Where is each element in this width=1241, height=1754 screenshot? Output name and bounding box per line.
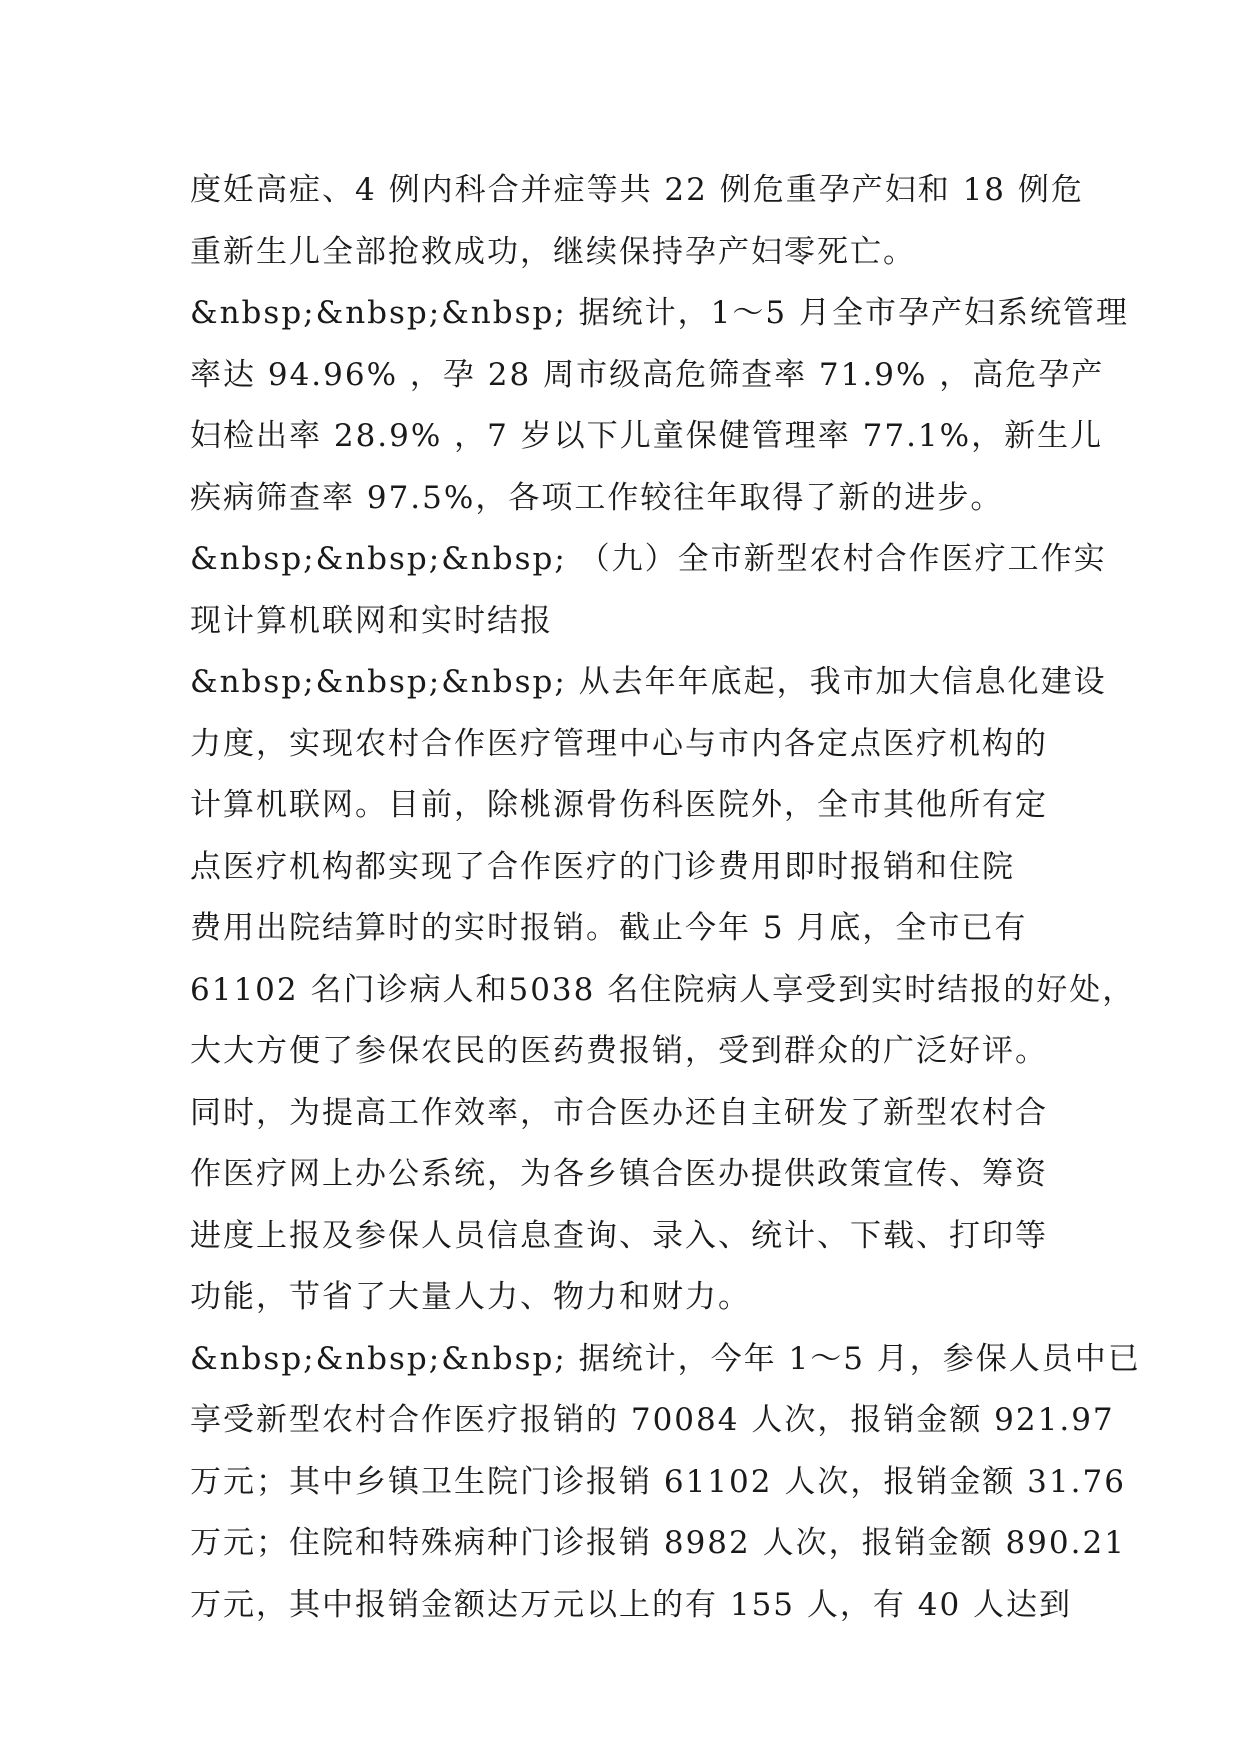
text-line: &nbsp;&nbsp;&nbsp; 据统计，今年 1～5 月，参保人员中已 xyxy=(190,1340,1141,1377)
text-line: 大大方便了参保农民的医药费报销，受到群众的广泛好评。 xyxy=(190,1033,1048,1069)
text-line: 万元；住院和特殊病种门诊报销 8982 人次，报销金额 890.21 xyxy=(190,1525,1126,1561)
text-line: 重新生儿全部抢救成功，继续保持孕产妇零死亡。 xyxy=(190,233,916,270)
text-line: &nbsp;&nbsp;&nbsp; 据统计，1～5 月全市孕产妇系统管理 xyxy=(190,295,1129,331)
text-line: 度妊高症、4 例内科合并症等共 22 例危重孕产妇和 18 例危 xyxy=(190,172,1084,208)
text-line: &nbsp;&nbsp;&nbsp; 从去年年底起，我市加大信息化建设 xyxy=(190,664,1107,700)
text-line: 率达 94.96% ，孕 28 周市级高危筛查率 71.9% ，高危孕产 xyxy=(190,356,1105,393)
body-text xyxy=(190,160,1141,1636)
text-line: &nbsp;&nbsp;&nbsp; （九）全市新型农村合作医疗工作实 xyxy=(190,541,1107,577)
text-line: 现计算机联网和实时结报 xyxy=(190,602,553,639)
text-line: 妇检出率 28.9% ，7 岁以下儿童保健管理率 77.1%，新生儿 xyxy=(190,418,1104,454)
text-line: 享受新型农村合作医疗报销的 70084 人次，报销金额 921.97 xyxy=(190,1402,1115,1438)
text-line: 力度，实现农村合作医疗管理中心与市内各定点医疗机构的 xyxy=(190,725,1048,762)
text-line: 万元，其中报销金额达万元以上的有 155 人，有 40 人达到 xyxy=(190,1586,1073,1623)
text-line: 疾病筛查率 97.5%，各项工作较往年取得了新的进步。 xyxy=(190,479,1004,516)
text-line: 61102 名门诊病人和5038 名住院病人享受到实时结报的好处， xyxy=(190,971,1136,1008)
text-line: 作医疗网上办公系统，为各乡镇合医办提供政策宣传、筹资 xyxy=(190,1156,1048,1192)
text-line: 费用出院结算时的实时报销。截止今年 5 月底，全市已有 xyxy=(190,910,1028,946)
text-line: 进度上报及参保人员信息查询、录入、统计、下载、打印等 xyxy=(190,1217,1048,1254)
text-line: 计算机联网。目前，除桃源骨伤科医院外，全市其他所有定 xyxy=(190,787,1048,823)
text-line: 点医疗机构都实现了合作医疗的门诊费用即时报销和住院 xyxy=(190,848,1015,885)
text-line: 万元；其中乡镇卫生院门诊报销 61102 人次，报销金额 31.76 xyxy=(190,1463,1126,1500)
text-line: 功能，节省了大量人力、物力和财力。 xyxy=(190,1279,751,1315)
text-line: 同时，为提高工作效率，市合医办还自主研发了新型农村合 xyxy=(190,1094,1048,1131)
